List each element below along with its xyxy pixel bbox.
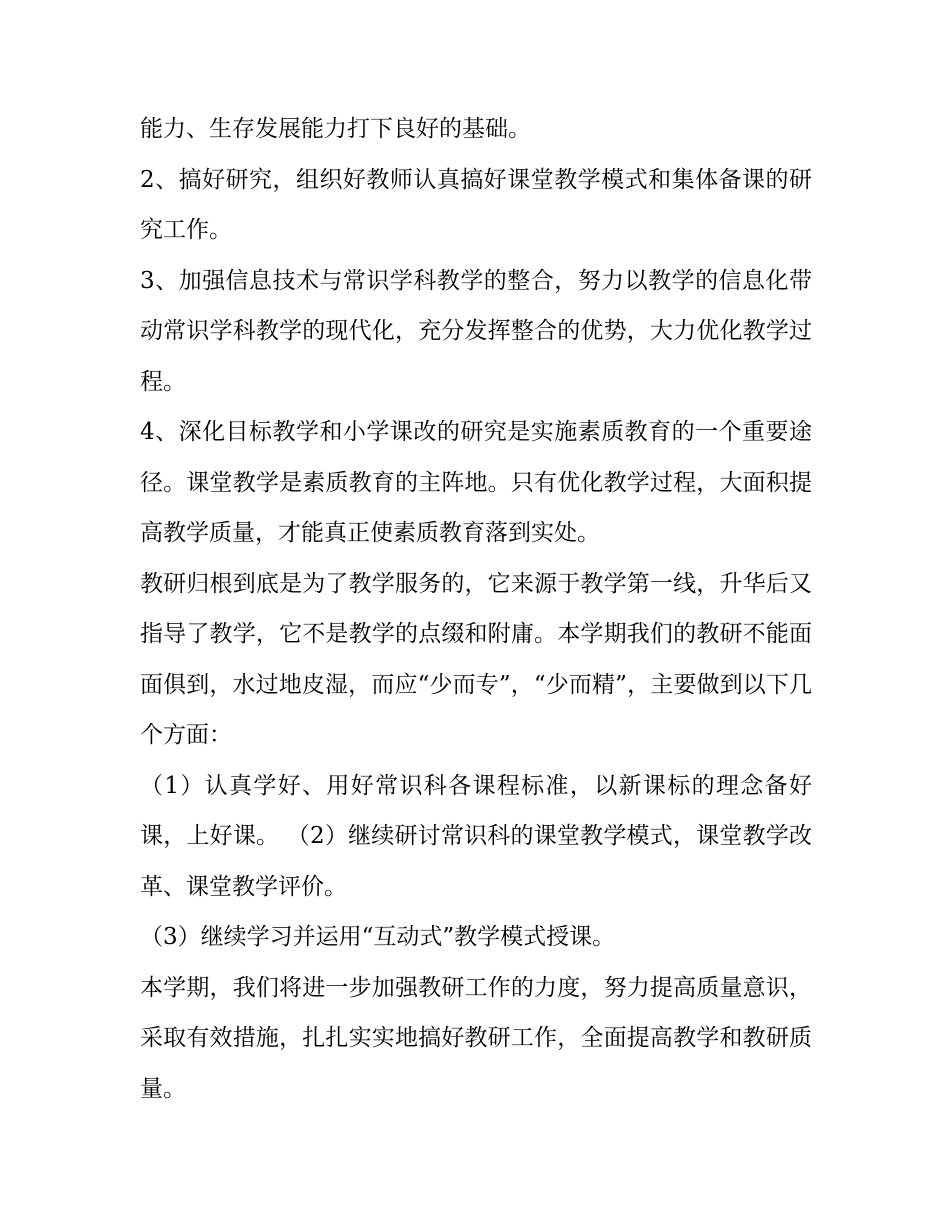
paragraph-4: 4、深化目标教学和小学课改的研究是实施素质教育的一个重要途径。课堂教学是素质教育的主阵地。只有优化教学过程，大面积提高教学质量，才能真正使素质教育落到实处。 [140,419,812,546]
paragraph-5: 教研归根到底是为了教学服务的，它来源于教学第一线，升华后又指导了教学，它不是教学的点缀和附庸。本学期我们的教研不能面面俱到，水过地皮湿，而应“少而专”，“少而精”，主要做到以下几个方面： [140,570,812,748]
paragraph-1: 能力、生存发展能力打下良好的基础。 [140,116,531,142]
paragraph-3: 3、加强信息技术与常识学科教学的整合，努力以教学的信息化带动常识学科教学的现代化，充分发挥整合的优势，大力优化教学过程。 [140,267,812,395]
document-page [140,104,812,1114]
paragraph-2: 2、搞好研究，组织好教师认真搞好课堂教学模式和集体备课的研究工作。 [140,166,812,243]
paragraph-7: （3）继续学习并运用“互动式”教学模式授课。 [140,924,616,950]
paragraph-6: （1）认真学好、用好常识科各课程标准，以新课标的理念备好课，上好课。 （2）继续研讨常识科的课堂教学模式，课堂教学改革、课堂教学评价。 [140,772,812,900]
paragraph-8: 本学期，我们将进一步加强教研工作的力度，努力提高质量意识，采取有效措施，扎扎实实地搞好教研工作，全面提高教学和教研质量。 [140,974,812,1102]
